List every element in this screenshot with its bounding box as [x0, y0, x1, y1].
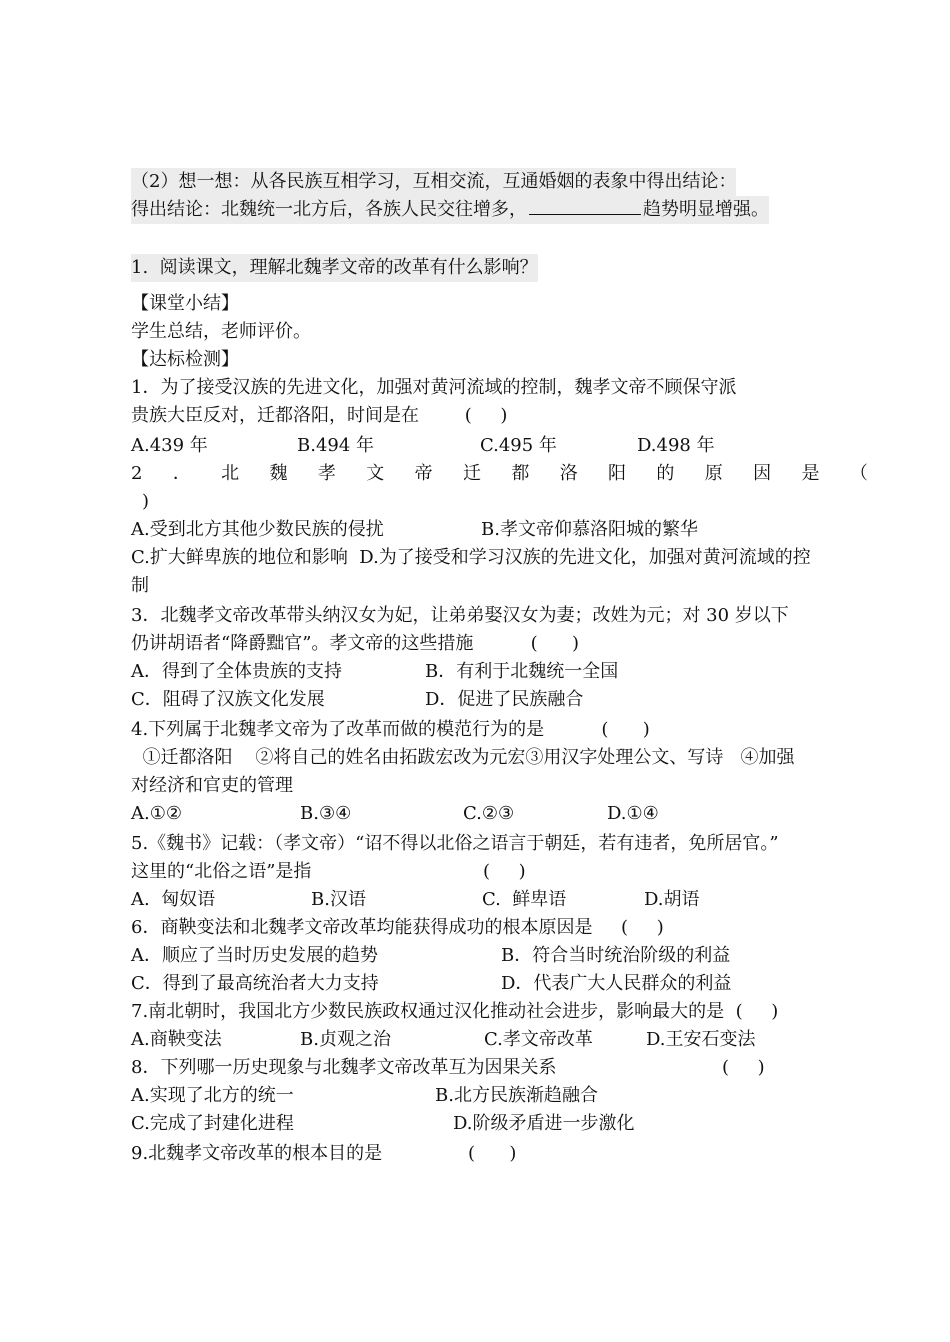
- q4-option-b: B.③④: [300, 803, 352, 824]
- q6-option-a: A．顺应了当时历史发展的趋势: [131, 945, 378, 966]
- q7-option-c: C.孝文帝改革: [484, 1029, 593, 1050]
- q2-char: 是: [801, 463, 820, 484]
- q4-line-1: 4.下列属于北魏孝文帝为了改革而做的模范行为的是 ( ): [131, 719, 650, 740]
- q2-char: 因: [753, 463, 772, 484]
- q2-char: 魏: [269, 463, 288, 484]
- q2-char: 阳: [608, 463, 627, 484]
- q4-line-3: 对经济和官吏的管理: [131, 775, 293, 796]
- q2-char: 的: [656, 463, 675, 484]
- summary-text: 学生总结，老师评价。: [131, 321, 311, 342]
- q4-option-d: D.①④: [607, 803, 659, 824]
- q7-option-d: D.王安石变法: [646, 1029, 756, 1050]
- q5-option-c: C. 鲜卑语: [482, 889, 567, 910]
- q6-option-d: D．代表广大人民群众的利益: [501, 973, 732, 994]
- conclusion-text-after: 趋势明显增强。: [643, 199, 769, 220]
- q1-line-2: 贵族大臣反对，迁都洛阳，时间是在 ( ): [131, 405, 508, 426]
- think-question-2: （2）想一想：从各民族互相学习，互相交流，互通婚姻的表象中得出结论：: [131, 168, 736, 196]
- q2-stem: [131, 460, 868, 488]
- q2-option-b: B.孝文帝仰慕洛阳城的繁华: [481, 519, 698, 540]
- q8-line-1: 8．下列哪一历史现象与北魏孝文帝改革互为因果关系: [131, 1057, 557, 1078]
- q2-close-paren: ): [142, 491, 150, 512]
- q7-option-a: A.商鞅变法: [131, 1029, 222, 1050]
- q8-option-d: D.阶级矛盾进一步激化: [453, 1113, 635, 1134]
- q1-option-d: D.498 年: [637, 435, 715, 456]
- q7-option-b: B.贞观之治: [300, 1029, 391, 1050]
- conclusion-line: [131, 196, 769, 224]
- q1-option-c: C.495 年: [480, 435, 557, 456]
- conclusion-text-before: 得出结论：北魏统一北方后，各族人民交往增多，: [131, 199, 527, 220]
- q2-char: 2: [131, 463, 143, 484]
- q2-option-cd: C.扩大鲜卑族的地位和影响 D.为了接受和学习汉族的先进文化，加强对黄河流域的控: [131, 547, 811, 568]
- q6-option-b: B．符合当时统治阶级的利益: [501, 945, 731, 966]
- q2-option-a: A.受到北方其他少数民族的侵扰: [131, 519, 384, 540]
- answer-blank[interactable]: [529, 196, 641, 215]
- q4-option-c: C.②③: [463, 803, 515, 824]
- q5-line-1: 5.《魏书》记载：（孝文帝）“诏不得以北俗之语言于朝廷，若有违者，免所居官。”: [131, 833, 779, 854]
- test-heading: 【达标检测】: [131, 349, 239, 370]
- q4-line-2: ①迁都洛阳 ②将自己的姓名由拓跋宏改为元宏③用汉字处理公文、写诗 ④加强: [131, 747, 795, 768]
- q1-option-a: A.439 年: [131, 435, 208, 456]
- q9-line-1: 9.北魏孝文帝改革的根本目的是 ( ): [131, 1143, 517, 1164]
- q2-char: ．: [172, 463, 191, 484]
- q5-line-2: 这里的“北俗之语”是指 ( ): [131, 861, 526, 882]
- q3-option-b: B．有利于北魏统一全国: [425, 661, 619, 682]
- q5-option-d: D.胡语: [644, 889, 700, 910]
- q3-option-a: A．得到了全体贵族的支持: [131, 661, 342, 682]
- q2-char: 洛: [559, 463, 578, 484]
- q8-option-a: A.实现了北方的统一: [131, 1085, 294, 1106]
- q3-line-1: 3．北魏孝文帝改革带头纳汉女为妃，让弟弟娶汉女为妻；改姓为元；对 30 岁以下: [131, 605, 789, 626]
- q2-char: 原: [704, 463, 723, 484]
- q2-option-cd-cont: 制: [131, 575, 149, 596]
- q8-answer-paren: ( ): [722, 1057, 765, 1078]
- q2-char: 迁: [462, 463, 481, 484]
- q4-option-a: A.①②: [131, 803, 182, 824]
- summary-heading: 【课堂小结】: [131, 293, 239, 314]
- q8-option-c: C.完成了封建化进程: [131, 1113, 294, 1134]
- reading-question-1: 1. 阅读课文，理解北魏孝文帝的改革有什么影响？: [131, 254, 538, 282]
- q2-char: 帝: [414, 463, 433, 484]
- q7-line-1: 7.南北朝时，我国北方少数民族政权通过汉化推动社会进步，影响最大的是 ( ): [131, 1001, 779, 1022]
- q3-line-2: 仍讲胡语者“降爵黜官”。孝文帝的这些措施 ( ): [131, 633, 579, 654]
- q2-char: 都: [511, 463, 530, 484]
- q2-char: 文: [366, 463, 385, 484]
- q6-option-c: C．得到了最高统治者大力支持: [131, 973, 379, 994]
- q3-option-d: D．促进了民族融合: [425, 689, 584, 710]
- q1-line-1: 1．为了接受汉族的先进文化，加强对黄河流域的控制，魏孝文帝不顾保守派: [131, 377, 737, 398]
- q8-option-b: B.北方民族渐趋融合: [435, 1085, 598, 1106]
- q5-option-a: A. 匈奴语: [131, 889, 216, 910]
- q1-option-b: B.494 年: [297, 435, 375, 456]
- q5-option-b: B.汉语: [311, 889, 366, 910]
- q2-char: 北: [221, 463, 240, 484]
- q6-line-1: 6．商鞅变法和北魏孝文帝改革均能获得成功的根本原因是 ( ): [131, 917, 664, 938]
- q2-char: 孝: [317, 463, 336, 484]
- q2-char: （: [849, 463, 868, 484]
- q3-option-c: C．阻碍了汉族文化发展: [131, 689, 325, 710]
